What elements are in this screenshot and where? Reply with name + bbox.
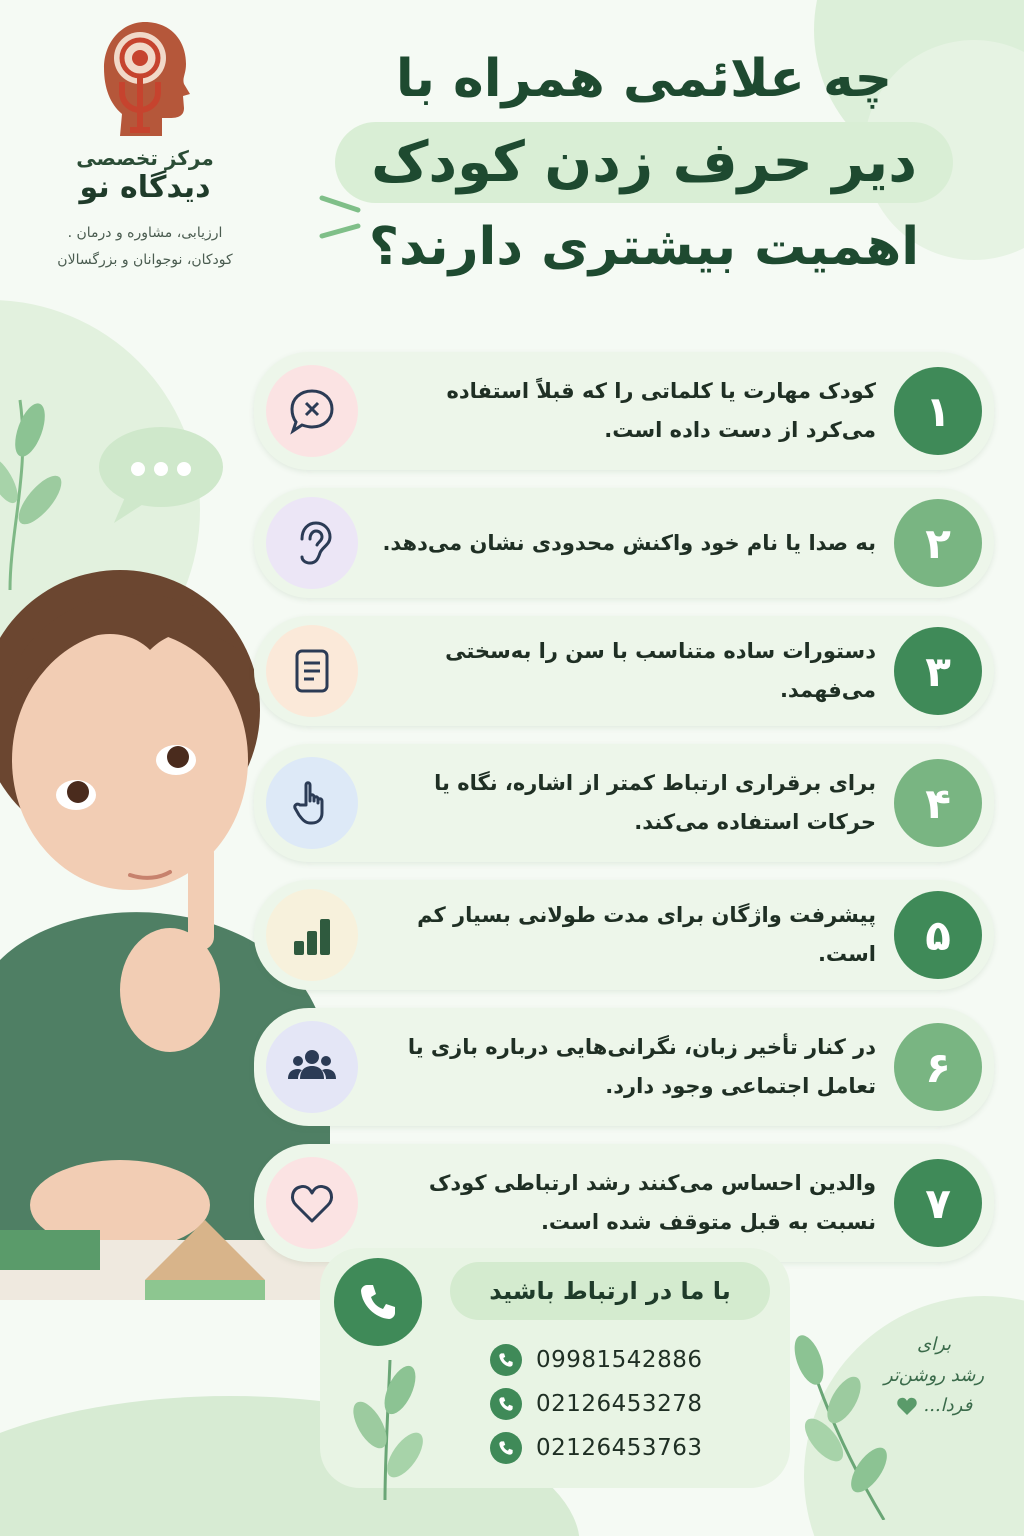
brand-subtitle-line1: ارزیابی، مشاوره و درمان . (67, 225, 223, 241)
item-text: پیشرفت واژگان برای مدت طولانی بسیار کم است. (417, 903, 876, 966)
list-item (254, 744, 994, 862)
psi-head-logo-icon (90, 18, 200, 138)
pointing-hand-icon (266, 757, 358, 849)
contact-title: با ما در ارتباط باشید (450, 1262, 770, 1320)
phone-icon (490, 1388, 522, 1420)
brand-name-line1: مرکز تخصصی (76, 146, 214, 170)
phone-number[interactable]: 02126453278 (536, 1391, 703, 1417)
item-text: برای برقراری ارتباط کمتر از اشاره، نگاه یا حرکات استفاده می‌کند. (434, 771, 876, 834)
item-text: به صدا یا نام خود واکنش محدودی نشان می‌دهد. (382, 530, 876, 555)
phone-icon (490, 1344, 522, 1376)
phone-number[interactable]: 02126453763 (536, 1435, 703, 1461)
item-text: در کنار تأخیر زبان، نگرانی‌هایی درباره بازی یا تعامل اجتماعی وجود دارد. (407, 1035, 876, 1098)
accent-strokes-icon (318, 186, 368, 246)
page-title (324, 40, 964, 284)
heart-icon (266, 1157, 358, 1249)
signs-list (254, 352, 994, 1280)
item-number-badge: ۲ (894, 499, 982, 587)
list-item (254, 616, 994, 726)
item-number-badge: ۷ (894, 1159, 982, 1247)
tagline-line3-text: فردا... (923, 1395, 973, 1417)
document-icon (266, 625, 358, 717)
brand-logo (40, 18, 250, 273)
item-text: دستورات ساده متناسب با سن را به‌سختی می‌فهمد. (445, 639, 876, 702)
phone-row[interactable] (490, 1338, 750, 1382)
ear-icon (266, 497, 358, 589)
list-item (254, 880, 994, 990)
speech-bubble-x-icon (266, 365, 358, 457)
heart-icon (896, 1396, 918, 1416)
list-item (254, 352, 994, 470)
list-item (254, 1144, 994, 1262)
phone-row[interactable] (490, 1426, 750, 1470)
tagline-line3 (874, 1391, 994, 1422)
brand-subtitle (40, 220, 250, 273)
phone-icon (355, 1279, 401, 1325)
list-item (254, 1008, 994, 1126)
speech-bubble-icon (96, 425, 226, 525)
tagline-line1: برای (916, 1334, 952, 1355)
phone-row[interactable] (490, 1382, 750, 1426)
group-icon (266, 1021, 358, 1113)
title-line1: چه علائمی همراه با (395, 49, 893, 109)
phone-number[interactable]: 09981542886 (536, 1347, 703, 1373)
item-number-badge: ۴ (894, 759, 982, 847)
item-number-badge: ۶ (894, 1023, 982, 1111)
item-text: والدین احساس می‌کنند رشد ارتباطی کودک نسبت به قبل متوقف شده است. (428, 1171, 876, 1234)
phone-list (490, 1338, 750, 1470)
leaves-decoration-icon (330, 1350, 440, 1500)
brand-subtitle-line2: کودکان، نوجوانان و بزرگسالان (57, 251, 233, 268)
phone-icon (490, 1432, 522, 1464)
tagline (874, 1330, 994, 1422)
item-number-badge: ۱ (894, 367, 982, 455)
bar-chart-icon (266, 889, 358, 981)
item-number-badge: ۳ (894, 627, 982, 715)
title-line2-highlight: دیر حرف زدن کودک (335, 122, 953, 203)
item-number-badge: ۵ (894, 891, 982, 979)
phone-call-button[interactable] (334, 1258, 422, 1346)
list-item (254, 488, 994, 598)
title-line3: اهمیت بیشتری دارند؟ (368, 217, 920, 277)
item-text: کودک مهارت یا کلماتی را که قبلاً استفاده می‌کرد از دست داده است. (446, 379, 876, 442)
brand-name-line2: دیدگاه نو (79, 170, 211, 205)
tagline-line2: رشد روشن‌تر (883, 1364, 985, 1386)
